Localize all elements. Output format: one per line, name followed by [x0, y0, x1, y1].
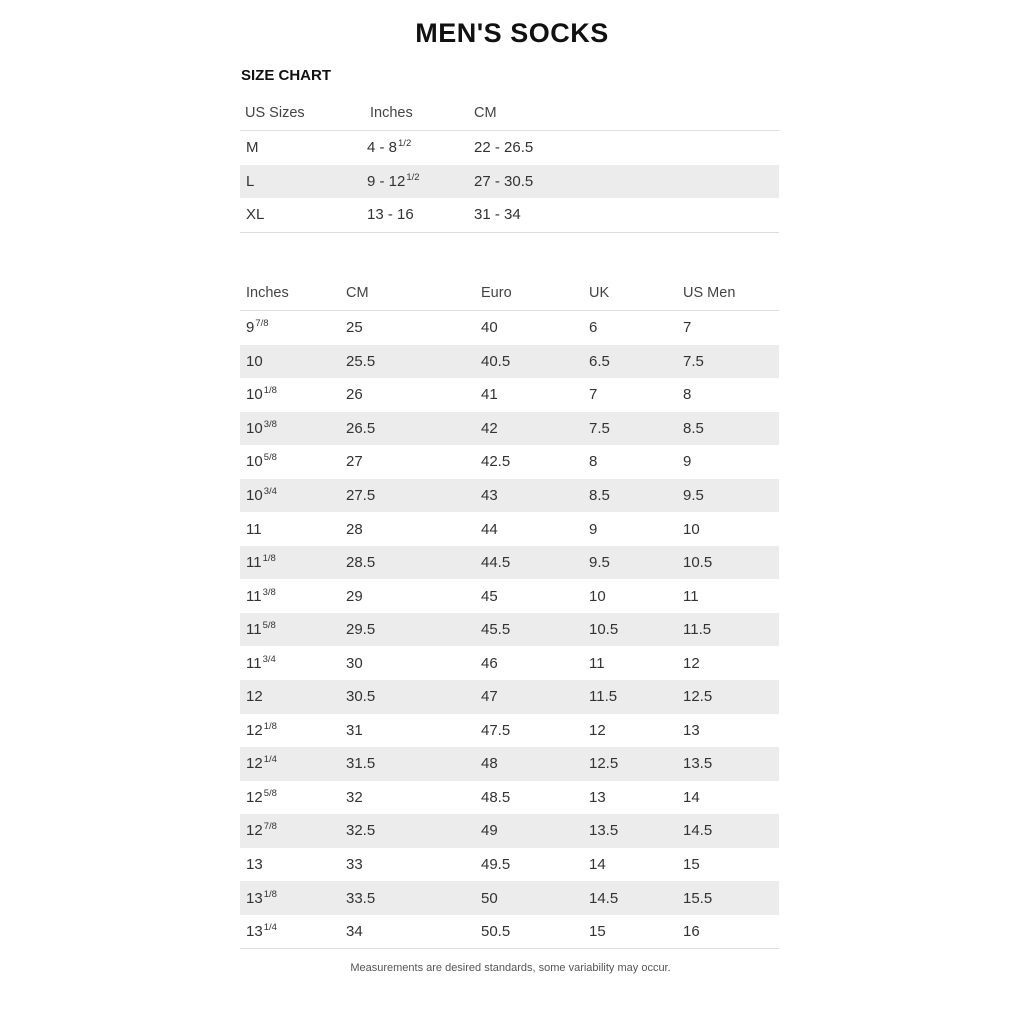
inches-fraction: 1/8 — [263, 720, 277, 732]
cm-cell: 28.5 — [346, 554, 376, 572]
inches-cell — [246, 420, 277, 437]
col-header-inches: Inches — [246, 285, 289, 301]
us-men-cell: 7 — [683, 319, 692, 337]
euro-cell: 44.5 — [481, 554, 511, 572]
cm-cell: 26 — [346, 386, 363, 404]
inches-cell — [246, 521, 262, 538]
inches-whole: 10 — [246, 352, 263, 370]
inches-whole: 10 — [246, 386, 263, 404]
inches-fraction: 3/8 — [263, 418, 277, 430]
size-chart-table — [240, 96, 779, 233]
us-men-cell: 10.5 — [683, 554, 713, 572]
us-men-cell: 9 — [683, 453, 692, 471]
col-header-inches: Inches — [370, 105, 413, 121]
conversion-row — [240, 781, 779, 815]
uk-cell: 11.5 — [589, 688, 618, 706]
cm-cell: 30 — [346, 654, 363, 672]
us-men-cell: 9.5 — [683, 487, 704, 504]
euro-cell: 45.5 — [481, 621, 511, 639]
cm-cell: 29 — [346, 587, 363, 605]
uk-cell: 13.5 — [589, 822, 619, 840]
us-men-cell: 14.5 — [683, 822, 713, 840]
uk-cell: 6.5 — [589, 352, 610, 370]
inches-cell — [246, 621, 276, 638]
uk-cell: 14 — [589, 856, 606, 874]
inches-cell — [246, 588, 276, 605]
us-men-cell: 12.5 — [683, 688, 713, 706]
cm-cell: 31 - 34 — [474, 206, 521, 224]
uk-cell: 12.5 — [589, 755, 619, 773]
euro-cell: 43 — [481, 487, 498, 504]
us-men-cell: 13.5 — [683, 755, 713, 773]
inches-fraction: 1/2 — [398, 138, 412, 150]
inches-whole: 4 - 8 — [367, 139, 398, 157]
us-men-cell: 14 — [683, 788, 700, 806]
euro-cell: 44 — [481, 520, 498, 538]
inches-cell — [246, 789, 277, 806]
size-chart-heading: SIZE CHART — [241, 67, 331, 84]
euro-cell: 46 — [481, 654, 498, 672]
inches-cell — [246, 554, 276, 571]
inches-whole: 12 — [246, 688, 263, 706]
inches-whole: 11 — [246, 587, 262, 605]
conversion-row — [240, 646, 779, 680]
inches-whole: 12 — [246, 788, 263, 806]
uk-cell: 6 — [589, 319, 598, 337]
euro-cell: 41 — [481, 386, 498, 404]
inches-cell — [367, 173, 420, 190]
us-men-cell: 16 — [683, 923, 700, 941]
inches-whole: 11 — [246, 554, 262, 572]
inches-fraction: 3/4 — [262, 653, 276, 665]
euro-cell: 48 — [481, 755, 498, 773]
inches-whole: 9 - 12 — [367, 172, 406, 190]
euro-cell: 49.5 — [481, 856, 511, 874]
footnote: Measurements are desired standards, some variability may occur. — [350, 962, 671, 974]
cm-cell: 22 - 26.5 — [474, 139, 534, 157]
conversion-row — [240, 680, 779, 714]
uk-cell: 15 — [589, 923, 606, 941]
uk-cell: 9.5 — [589, 554, 610, 572]
inches-whole: 12 — [246, 755, 263, 773]
conversion-rows — [240, 311, 779, 948]
conversion-table — [240, 276, 779, 949]
euro-cell: 48.5 — [481, 788, 511, 806]
inches-cell — [246, 822, 277, 839]
inches-whole: 13 — [246, 856, 263, 874]
inches-cell — [246, 923, 277, 940]
size-chart-row — [240, 165, 779, 199]
col-header-cm: CM — [474, 105, 497, 121]
conversion-row — [240, 445, 779, 479]
inches-whole: 10 — [246, 453, 263, 471]
uk-cell: 14.5 — [589, 889, 619, 907]
conversion-row — [240, 613, 779, 647]
us-size-cell: M — [246, 139, 259, 157]
cm-cell: 33.5 — [346, 889, 376, 907]
size-chart-rows — [240, 131, 779, 232]
cm-cell: 25.5 — [346, 352, 376, 370]
conversion-row — [240, 479, 779, 513]
us-men-cell: 11.5 — [683, 621, 712, 639]
inches-fraction: 5/8 — [263, 452, 277, 464]
euro-cell: 45 — [481, 587, 498, 605]
uk-cell: 11 — [589, 654, 605, 672]
conversion-row — [240, 881, 779, 915]
euro-cell: 42 — [481, 419, 498, 437]
euro-cell: 47 — [481, 688, 498, 706]
conversion-row — [240, 747, 779, 781]
uk-cell: 7 — [589, 386, 598, 404]
uk-cell: 7.5 — [589, 419, 610, 437]
us-men-cell: 10 — [683, 520, 700, 538]
inches-cell — [246, 856, 263, 873]
conversion-row — [240, 512, 779, 546]
inches-whole: 13 - 16 — [367, 206, 414, 224]
cm-cell: 27 — [346, 453, 363, 471]
inches-whole: 11 — [246, 621, 262, 639]
inches-cell — [246, 453, 277, 470]
inches-fraction: 7/8 — [255, 318, 269, 330]
col-header-euro: Euro — [481, 285, 512, 301]
conversion-divider — [240, 948, 779, 949]
inches-whole: 11 — [246, 520, 262, 538]
cm-cell: 33 — [346, 856, 363, 874]
inches-fraction: 3/8 — [262, 586, 276, 598]
conversion-row — [240, 814, 779, 848]
inches-fraction: 7/8 — [263, 821, 277, 833]
uk-cell: 10.5 — [589, 621, 619, 639]
size-chart-header-row — [240, 96, 779, 131]
cm-cell: 25 — [346, 319, 363, 337]
uk-cell: 8 — [589, 453, 598, 471]
inches-whole: 10 — [246, 487, 263, 504]
euro-cell: 40 — [481, 319, 498, 337]
cm-cell: 31 — [346, 721, 363, 739]
col-header-uk: UK — [589, 285, 610, 301]
uk-cell: 9 — [589, 520, 598, 538]
us-men-cell: 8.5 — [683, 419, 704, 437]
euro-cell: 50.5 — [481, 923, 511, 941]
us-men-cell: 11 — [683, 587, 699, 605]
inches-cell — [246, 688, 263, 705]
us-men-cell: 13 — [683, 721, 700, 739]
conversion-row — [240, 848, 779, 882]
cm-cell: 27.5 — [346, 487, 376, 504]
inches-cell — [246, 755, 277, 772]
cm-cell: 29.5 — [346, 621, 376, 639]
col-header-us-sizes: US Sizes — [245, 105, 305, 121]
inches-cell — [367, 139, 411, 156]
euro-cell: 47.5 — [481, 721, 511, 739]
us-men-cell: 7.5 — [683, 352, 704, 370]
inches-whole: 12 — [246, 822, 263, 840]
inches-fraction: 1/4 — [263, 922, 277, 934]
conversion-row — [240, 714, 779, 748]
inches-cell — [367, 206, 414, 223]
conversion-row — [240, 345, 779, 379]
conversion-row — [240, 412, 779, 446]
inches-fraction: 3/4 — [263, 486, 277, 497]
uk-cell: 8.5 — [589, 487, 610, 504]
us-size-cell: XL — [246, 206, 265, 224]
inches-fraction: 1/4 — [263, 754, 277, 766]
page-title: MEN'S SOCKS — [415, 18, 609, 48]
uk-cell: 12 — [589, 721, 606, 739]
conversion-row — [240, 378, 779, 412]
us-men-cell: 15.5 — [683, 889, 713, 907]
us-men-cell: 12 — [683, 654, 700, 672]
inches-cell — [246, 353, 263, 370]
uk-cell: 10 — [589, 587, 606, 605]
euro-cell: 50 — [481, 889, 498, 907]
inches-whole: 9 — [246, 319, 255, 337]
us-men-cell: 15 — [683, 856, 700, 874]
inches-whole: 10 — [246, 419, 263, 437]
inches-cell — [246, 890, 277, 907]
inches-whole: 11 — [246, 654, 262, 672]
euro-cell: 42.5 — [481, 453, 511, 471]
size-chart-divider — [240, 232, 779, 233]
cm-cell: 32 — [346, 788, 363, 806]
conversion-row — [240, 546, 779, 580]
cm-cell: 28 — [346, 520, 363, 538]
cm-cell: 32.5 — [346, 822, 376, 840]
uk-cell: 13 — [589, 788, 606, 806]
conversion-header-row — [240, 276, 779, 311]
cm-cell: 27 - 30.5 — [474, 172, 534, 190]
inches-fraction: 1/8 — [262, 553, 276, 565]
cm-cell: 31.5 — [346, 755, 376, 773]
size-chart-row — [240, 198, 779, 232]
inches-fraction: 5/8 — [262, 620, 276, 632]
inches-fraction: 5/8 — [263, 787, 277, 799]
euro-cell: 49 — [481, 822, 498, 840]
us-men-cell: 8 — [683, 386, 692, 404]
col-header-cm: CM — [346, 285, 369, 301]
inches-fraction: 1/8 — [263, 888, 277, 900]
inches-whole: 13 — [246, 923, 263, 941]
inches-cell — [246, 722, 277, 739]
size-chart-row — [240, 131, 779, 165]
inches-cell — [246, 386, 277, 403]
conversion-row — [240, 915, 779, 949]
cm-cell: 26.5 — [346, 419, 376, 437]
conversion-row — [240, 311, 779, 345]
us-size-cell: L — [246, 172, 255, 190]
euro-cell: 40.5 — [481, 352, 511, 370]
col-header-us-men: US Men — [683, 285, 736, 301]
inches-cell — [246, 487, 277, 504]
cm-cell: 30.5 — [346, 688, 376, 706]
inches-fraction: 1/8 — [263, 385, 277, 397]
inches-fraction: 1/2 — [406, 171, 420, 183]
inches-cell — [246, 319, 269, 336]
inches-whole: 12 — [246, 721, 263, 739]
inches-cell — [246, 655, 276, 672]
cm-cell: 34 — [346, 923, 363, 941]
inches-whole: 13 — [246, 889, 263, 907]
conversion-row — [240, 579, 779, 613]
